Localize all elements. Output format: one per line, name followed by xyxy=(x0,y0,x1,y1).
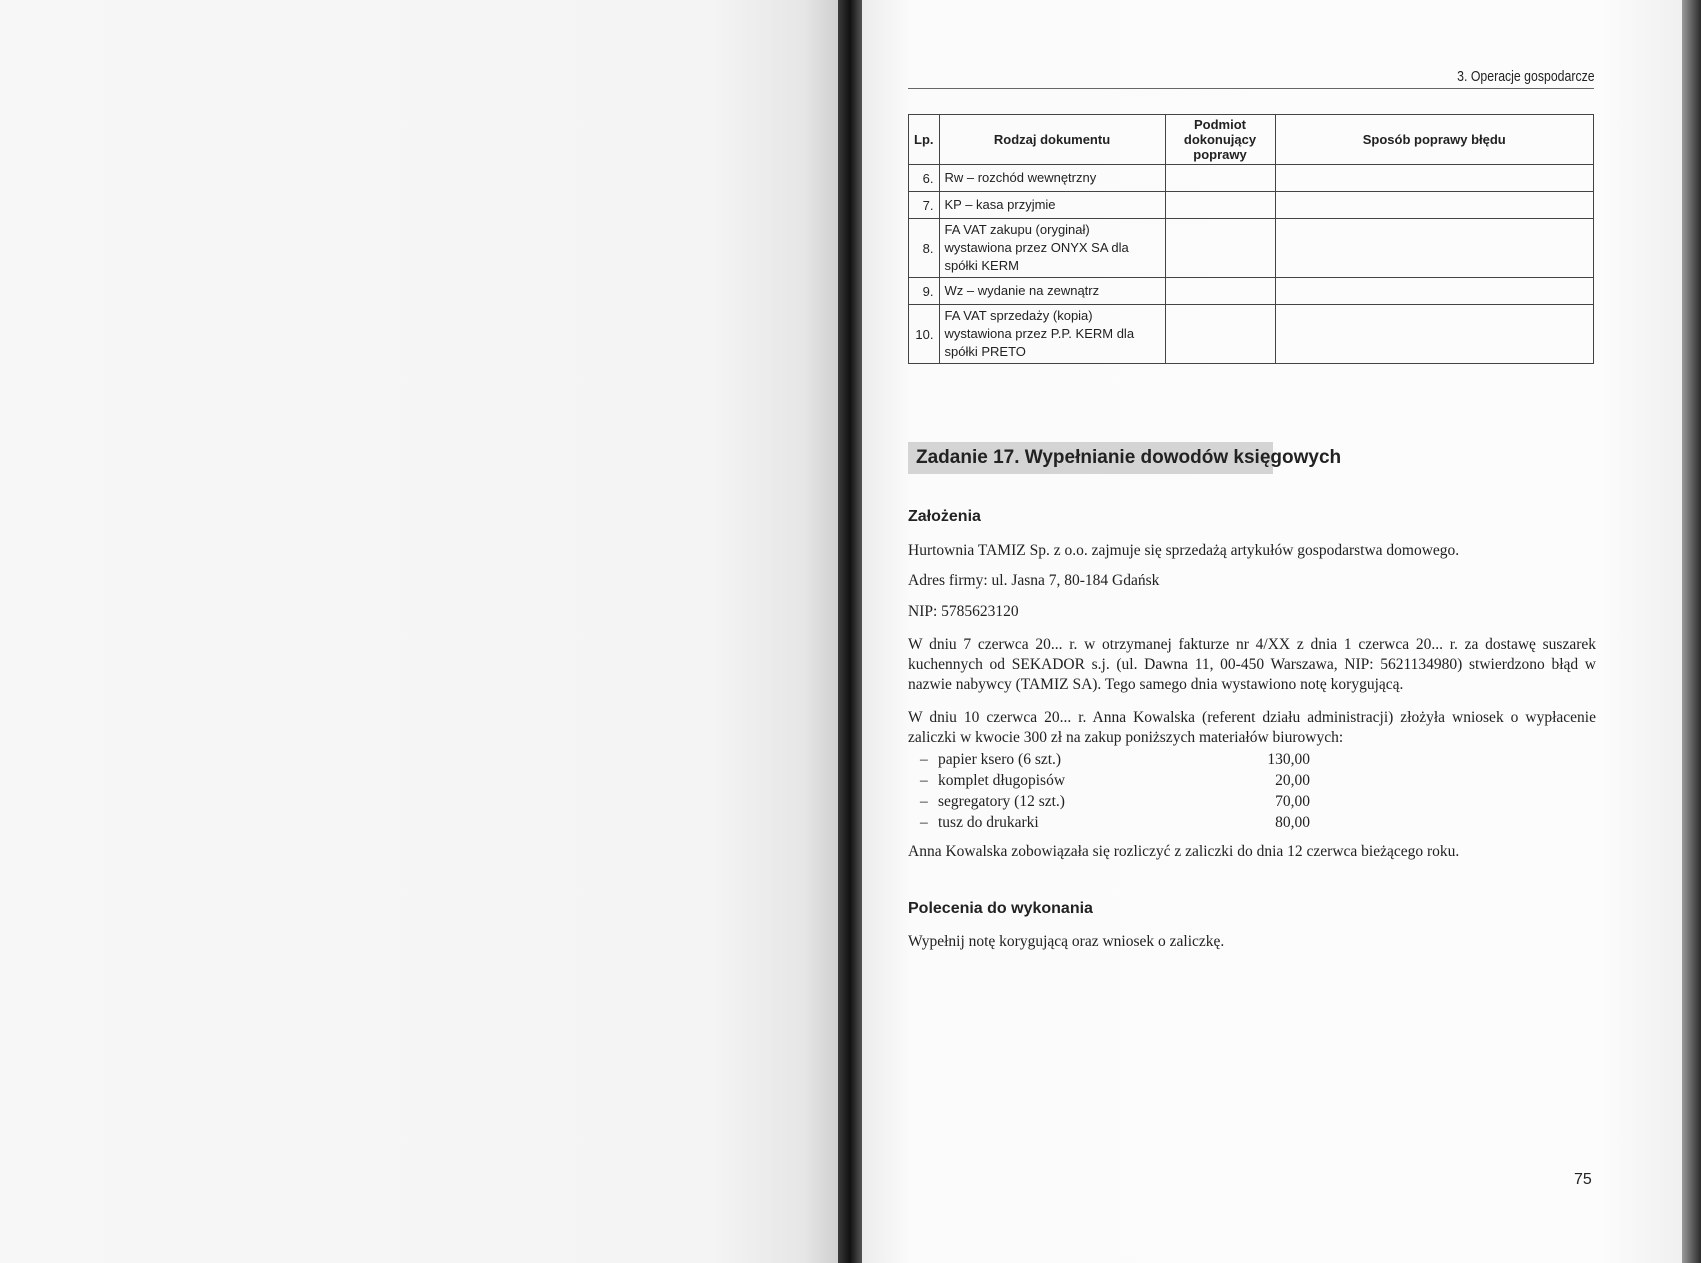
correction-method-cell[interactable] xyxy=(1275,192,1594,219)
list-item xyxy=(920,770,1340,791)
header-rule xyxy=(908,88,1594,89)
settlement-deadline: Anna Kowalska zobowiązała się rozliczyć z zaliczki do dnia 12 czerwca bieżącego roku. xyxy=(908,843,1460,860)
document-type: KP – kasa przyjmie xyxy=(939,192,1165,219)
item-name: tusz do drukarki xyxy=(938,814,1039,831)
item-name: komplet długopisów xyxy=(938,772,1066,789)
list-item xyxy=(920,812,1340,833)
col-header-correction-method: Sposób poprawy błędu xyxy=(1275,115,1594,165)
table-row xyxy=(909,165,1594,192)
list-dash: – xyxy=(920,772,928,789)
correcting-party-cell[interactable] xyxy=(1165,305,1275,364)
item-name: segregatory (12 szt.) xyxy=(938,793,1065,810)
table-row xyxy=(909,219,1594,278)
col-header-correcting-party: Podmiot dokonujący poprawy xyxy=(1165,115,1275,165)
left-blank-page xyxy=(0,0,838,1263)
correction-method-cell[interactable] xyxy=(1275,165,1594,192)
row-number: 9. xyxy=(909,278,940,305)
table-row xyxy=(909,278,1594,305)
company-nip: NIP: 5785623120 xyxy=(908,603,1019,620)
item-name: papier ksero (6 szt.) xyxy=(938,751,1062,768)
office-supplies-list xyxy=(920,749,1340,833)
correcting-party-cell[interactable] xyxy=(1165,165,1275,192)
col-header-lp: Lp. xyxy=(909,115,940,165)
advance-request-paragraph: W dniu 10 czerwca 20... r. Anna Kowalska (referent działu administracji) złożyła wniosek o wypłacenie zaliczki w kwocie 300 zł na zakup poniższych materiałów biurowych: xyxy=(908,709,1596,746)
command-text: Wypełnij notę korygującą oraz wniosek o zaliczkę. xyxy=(908,933,1225,950)
item-value: 130,00 xyxy=(1267,751,1310,768)
row-number: 10. xyxy=(909,305,940,364)
correction-method-cell[interactable] xyxy=(1275,219,1594,278)
invoice-error-paragraph: W dniu 7 czerwca 20... r. w otrzymanej fakturze nr 4/XX z dnia 1 czerwca 20... r. za dostawę suszarek kuchennych od SEKADOR s.j. (ul. Dawna 11, 00-450 Warszawa, NIP: 5621134980) stwierdzono błąd w nazwie nabywcy (TAMIZ SA). Tego samego dnia wystawiono notę korygującą. xyxy=(908,636,1596,693)
list-item xyxy=(920,749,1340,770)
company-description: Hurtownia TAMIZ Sp. z o.o. zajmuje się sprzedażą artykułów gospodarstwa domowego. xyxy=(908,542,1460,559)
list-dash: – xyxy=(920,751,928,768)
list-item xyxy=(920,791,1340,812)
correction-method-cell[interactable] xyxy=(1275,305,1594,364)
task-title: Zadanie 17. Wypełnianie dowodów księgowych xyxy=(916,447,1342,468)
table-row xyxy=(909,305,1594,364)
correction-method-cell[interactable] xyxy=(1275,278,1594,305)
assumptions-heading: Założenia xyxy=(908,508,981,525)
item-value: 80,00 xyxy=(1275,814,1310,831)
page-number: 75 xyxy=(1574,1171,1592,1188)
document-type: FA VAT sprzedaży (kopia) wystawiona przez P.P. KERM dla spółki PRETO xyxy=(939,305,1165,364)
correcting-party-cell[interactable] xyxy=(1165,278,1275,305)
running-header: 3. Operacje gospodarcze xyxy=(1457,68,1595,85)
correcting-party-cell[interactable] xyxy=(1165,192,1275,219)
row-number: 8. xyxy=(909,219,940,278)
row-number: 7. xyxy=(909,192,940,219)
table-row xyxy=(909,192,1594,219)
item-value: 70,00 xyxy=(1275,793,1310,810)
page-edge xyxy=(1682,0,1701,1263)
documents-table xyxy=(908,114,1594,364)
document-type: Wz – wydanie na zewnątrz xyxy=(939,278,1165,305)
correcting-party-cell[interactable] xyxy=(1165,219,1275,278)
list-dash: – xyxy=(920,814,928,831)
document-type: FA VAT zakupu (oryginał) wystawiona przez ONYX SA dla spółki KERM xyxy=(939,219,1165,278)
book-spine xyxy=(838,0,862,1263)
row-number: 6. xyxy=(909,165,940,192)
list-dash: – xyxy=(920,793,928,810)
commands-heading: Polecenia do wykonania xyxy=(908,900,1093,917)
col-header-document-type: Rodzaj dokumentu xyxy=(939,115,1165,165)
table-header-row xyxy=(909,115,1594,165)
company-address: Adres firmy: ul. Jasna 7, 80-184 Gdańsk xyxy=(908,572,1160,589)
item-value: 20,00 xyxy=(1275,772,1310,789)
document-type: Rw – rozchód wewnętrzny xyxy=(939,165,1165,192)
